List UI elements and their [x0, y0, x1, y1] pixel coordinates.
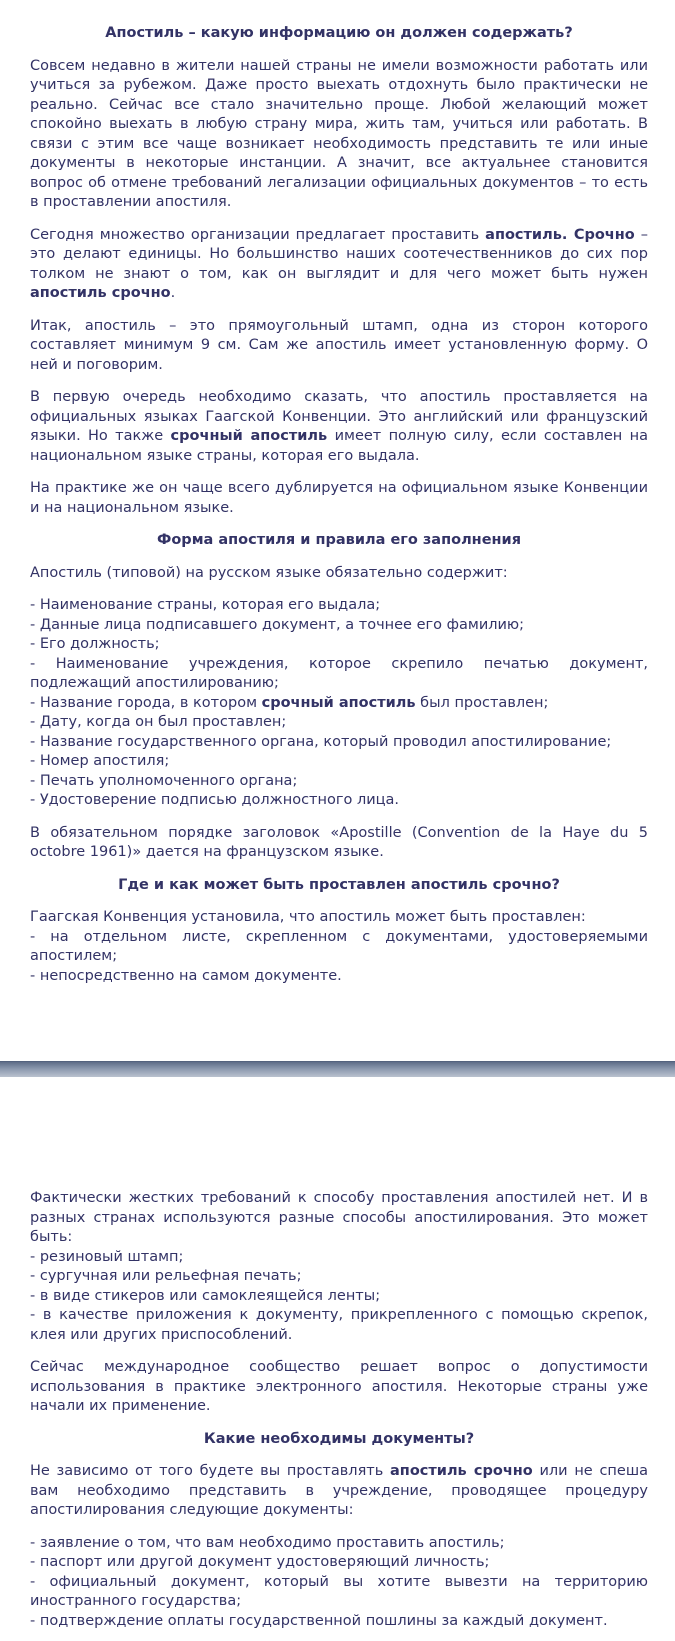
- text-segment: - в виде стикеров или самоклеящейся ленты;: [30, 1287, 381, 1304]
- list-required-documents: [30, 1534, 648, 1632]
- text-segment: - на отдельном листе, скрепленном с документами, удостоверяемыми апостилем;: [30, 928, 648, 964]
- text-segment: - Номер апостиля;: [30, 753, 170, 769]
- text-line: [30, 1553, 648, 1573]
- text-segment: Сегодня множество организации предлагает проставить: [30, 226, 486, 243]
- text-segment: имеет полную силу, если составлен на национальном языке страны, которая его выдала.: [30, 428, 648, 464]
- text-line: [30, 1306, 648, 1345]
- text-segment: - Удостоверение подписью должностного лица.: [30, 792, 400, 808]
- text-line: [30, 791, 648, 811]
- text-segment: - Печать уполномоченного органа;: [30, 772, 298, 789]
- text-segment: - Наименование учреждения, которое скрепило печатью документ, подлежащий апостилированию;: [30, 655, 648, 691]
- section-heading-where: Где и как может быть проставлен апостиль срочно?: [118, 876, 560, 893]
- text-segment: - Его должность;: [30, 636, 160, 652]
- text-line: [30, 928, 648, 967]
- text-segment: .: [170, 285, 176, 301]
- text-line: [30, 772, 648, 792]
- paragraph-urgent-apostille: [30, 226, 648, 304]
- text-line: [30, 752, 648, 772]
- text-segment: или не спеша вам необходимо представить в учреждение, проводящее процедуру апостилирования следующие документы:: [30, 1463, 648, 1518]
- text-line: [30, 1267, 648, 1287]
- text-segment: Фактически жестких требований к способу проставления апостилей нет. И в разных странах используются разные способы апостилирования. Это может быть:: [30, 1190, 648, 1245]
- paragraph-languages: [30, 388, 648, 466]
- text-line: [30, 655, 648, 694]
- text-line: [30, 616, 648, 636]
- text-line: [30, 908, 648, 928]
- spacer: [30, 999, 648, 1061]
- paragraph-electronic-apostille: Сейчас международное сообщество решает вопрос о допустимости использования в практике электронного апостиля. Некоторые страны уже начали их применение.: [30, 1359, 648, 1414]
- section-heading-form: Форма апостиля и правила его заполнения: [156, 532, 522, 548]
- text-line: [30, 635, 648, 655]
- article-bottom-section: [0, 1077, 675, 1631]
- text-segment: - официальный документ, который вы хотите вывезти на территорию иностранного государства;: [30, 1573, 648, 1609]
- text-segment: - паспорт или другой документ удостоверяющий личность;: [30, 1554, 490, 1570]
- text-segment: - сургучная или рельефная печать;: [30, 1268, 302, 1284]
- text-segment: - подтверждение оплаты государственной пошлины за каждый документ.: [30, 1612, 608, 1629]
- text-segment: - заявление о том, что вам необходимо проставить апостиль;: [30, 1534, 505, 1551]
- text-segment: - непосредственно на самом документе.: [30, 967, 342, 984]
- text-segment: В первую очередь необходимо сказать, что апостиль проставляется на официальных языках Гаагской Конвенции. Это английский или французский языки. Но также: [30, 389, 648, 444]
- paragraph-intro: Совсем недавно в жители нашей страны не имели возможности работать или учиться за рубежом. Даже просто выехать отдохнуть было практически не реально. Сейчас все стало значительно проще. Любой желающий может спокойно выехать в любую страну мира, жить там, учиться или работать. В связи с этим все чаще возникает необходимость представить те или иные документы в некоторые инстанции. А значит, все актуальнее становится вопрос об отмене требований легализации официальных документов – то есть в проставлении апостиля.: [30, 57, 648, 210]
- paragraph-french-heading: В обязательном порядке заголовок «Apostille (Convention de la Haye du 5 octobre 1961)» дается на французском языке.: [30, 824, 648, 860]
- text-segment: - Дату, когда он был проставлен;: [30, 714, 287, 730]
- text-line: [30, 967, 648, 987]
- bold-text: апостиль срочно: [30, 285, 171, 301]
- text-line: [30, 1189, 648, 1248]
- text-segment: - в качестве приложения к документу, прикрепленного с помощью скрепок, клея или других приспособлений.: [30, 1307, 648, 1343]
- text-segment: - резиновый штамп;: [30, 1248, 184, 1265]
- text-segment: – это делают единицы. Но большинство наших соотечественников до сих пор толком не знают о том, как он выглядит и для чего может быть нужен: [30, 226, 649, 282]
- text-line: [30, 1573, 648, 1612]
- bold-text: срочный апостиль: [170, 428, 328, 444]
- text-segment: - Название государственного органа, который проводил апостилирование;: [30, 733, 612, 750]
- text-line: [30, 733, 648, 753]
- text-segment: был проставлен;: [415, 694, 549, 711]
- section-heading-documents: Какие необходимы документы?: [203, 1430, 475, 1447]
- list-apostille-contents: [30, 596, 648, 811]
- text-segment: - Название города, в котором: [30, 694, 262, 711]
- section-divider: [0, 1061, 675, 1077]
- text-line: [30, 1248, 648, 1268]
- block-where-placed: [30, 908, 648, 986]
- bold-text: апостиль срочно: [390, 1463, 533, 1479]
- paragraph-duplication: На практике же он чаще всего дублируется на официальном языке Конвенции и на национальном языке.: [30, 480, 648, 516]
- text-segment: Не зависимо от того будете вы проставлять: [30, 1463, 391, 1479]
- text-segment: Гаагская Конвенция установила, что апостиль может быть проставлен:: [30, 909, 586, 925]
- text-line: [30, 1534, 648, 1554]
- paragraph-stamp-description: Итак, апостиль – это прямоугольный штамп, одна из сторон которого составляет минимум 9 см. Сам же апостиль имеет установленную форму. О ней и поговорим.: [30, 317, 648, 373]
- text-line: [30, 1612, 648, 1632]
- text-line: [30, 1287, 648, 1307]
- article-title: Апостиль – какую информацию он должен содержать?: [105, 25, 573, 41]
- text-segment: - Данные лица подписавшего документ, а точнее его фамилию;: [30, 616, 525, 633]
- block-stamping-methods: [30, 1189, 648, 1345]
- text-line: [30, 713, 648, 733]
- bold-text: апостиль. Срочно: [485, 226, 635, 243]
- text-line: [30, 596, 648, 616]
- text-line: [30, 694, 648, 714]
- text-segment: - Наименование страны, которая его выдала;: [30, 597, 381, 613]
- paragraph-contains-intro: Апостиль (типовой) на русском языке обязательно содержит:: [30, 564, 508, 581]
- paragraph-documents-intro: [30, 1462, 648, 1521]
- bold-text: срочный апостиль: [261, 694, 416, 711]
